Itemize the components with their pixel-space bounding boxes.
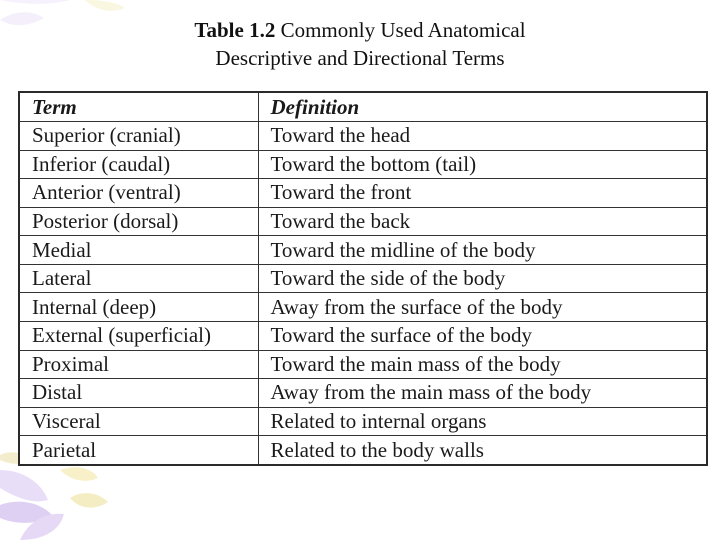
definition-cell: Toward the head [258,122,706,151]
definition-cell: Toward the main mass of the body [258,350,706,379]
term-cell: Distal [20,379,258,408]
term-cell: Lateral [20,264,258,293]
term-cell: External (superficial) [20,322,258,351]
term-cell: Posterior (dorsal) [20,207,258,236]
term-cell: Internal (deep) [20,293,258,322]
table-header-row [20,93,706,122]
definition-cell: Away from the surface of the body [258,293,706,322]
terms-table [20,93,706,464]
table-row [20,264,706,293]
header-term: Term [20,93,258,122]
caption-title-part1: Commonly Used Anatomical [280,18,526,42]
definition-cell: Toward the bottom (tail) [258,150,706,179]
table-row [20,407,706,436]
table-row [20,293,706,322]
term-cell: Medial [20,236,258,265]
table-row [20,179,706,208]
table-row [20,236,706,265]
header-definition: Definition [258,93,706,122]
definition-cell: Toward the side of the body [258,264,706,293]
definition-cell: Toward the front [258,179,706,208]
term-cell: Anterior (ventral) [20,179,258,208]
caption-title-part2: Descriptive and Directional Terms [215,46,505,70]
table-row [20,379,706,408]
table-row [20,122,706,151]
table-row [20,436,706,464]
term-cell: Proximal [20,350,258,379]
definition-cell: Toward the midline of the body [258,236,706,265]
definition-cell: Away from the main mass of the body [258,379,706,408]
definition-cell: Related to internal organs [258,407,706,436]
table-row [20,322,706,351]
term-cell: Superior (cranial) [20,122,258,151]
terms-table-frame [18,91,708,466]
term-cell: Visceral [20,407,258,436]
table-row [20,350,706,379]
definition-cell: Related to the body walls [258,436,706,464]
table-row [20,150,706,179]
term-cell: Inferior (caudal) [20,150,258,179]
definition-cell: Toward the back [258,207,706,236]
definition-cell: Toward the surface of the body [258,322,706,351]
table-row [20,207,706,236]
caption-label: Table 1.2 [194,18,276,42]
table-caption [0,16,720,44]
term-cell: Parietal [20,436,258,464]
